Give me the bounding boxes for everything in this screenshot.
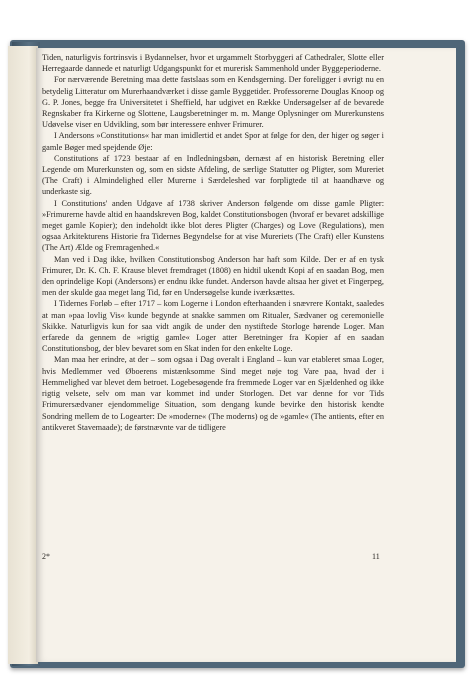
paragraph: For nærværende Beretning maa dette fastslaas som en Kendsgerning. Der foreligger i øvrigt nu en betydelig Litteratur om Murerhaandværket i disse gamle Byggetider. Professorerne Douglas Knoop og G. P. Jones, begge fra Universitetet i Sheffield, har udgivet en Række Undersøgelser af de bevarede Regnskaber fra Kirkerne og Slottene, Laugsberetninger m. m. Mange Oplysninger om Murerkunstens Udøvelse viser en Udvikling, som bør interessere enhver Frimurer. [42, 75, 384, 130]
facing-page-edge [8, 46, 38, 664]
page-text [42, 52, 384, 433]
paragraph: I Andersons »Constitutions« har man imidlertid et andet Spor at følge for den, der higer og søger i gamle Bøger med spejdende Øje: [42, 131, 384, 152]
paragraph: I Constitutions' anden Udgave af 1738 skriver Anderson følgende om disse gamle Pligter: »Frimurerne havde altid en haandskreven Bog, kaldet Constitutionsbogen (hvoraf er bevaret adskillige meget gamle Kopier); den indeholdt ikke blot deres Pligter (Charges) og Love (Regulations), men ogsaa Arkitekturens Historie fra Tidernes Begyndelse for at vise Mureriets (The Craft) eller Kunstens (The Art) Ælde og Fremragenhed.« [42, 198, 384, 253]
paragraph: Tiden, naturligvis fortrinsvis i Bydannelser, hvor et urgammelt Storbyggeri af Cathedraler, Slotte eller Herregaarde dannede et naturligt Udgangspunkt for et murerisk Sammenhold under Byggeperioderne. [42, 53, 384, 74]
signature-mark: 2* [42, 552, 50, 561]
paragraph: Man ved i Dag ikke, hvilken Constitutionsbog Anderson har haft som Kilde. Der er af en tysk Frimurer, Dr. K. Ch. F. Krause blevet fremdraget (1808) en hidtil ukendt Kopi af en saadan Bog, men den oprindelige Kopi (Andersons) er endnu ikke fundet. Anderson havde altsaa her givet et Fingerpeg, men der skulde gaa meget lang Tid, før en Undersøgelse kunde iværksættes. [42, 254, 384, 298]
paragraph: Constitutions af 1723 bestaar af en Indledningsbøn, dernæst af en historisk Beretning eller Legende om Murerkunsten og, som en sidste Afdeling, de særlige Statutter og Pligter, som Mureriet (The Craft) i Almindelighed eller Murerne i Særdeleshed var forpligtede til at haandhæve og underkaste sig. [42, 153, 384, 197]
paragraph: I Tidernes Forløb – efter 1717 – kom Logerne i London efterhaanden i snævrere Kontakt, saaledes at man »paa lovlig Vis« kunde begynde at snakke sammen om Ritualer, Sædvaner og ceremonielle Skikke. Naturligvis kun for saa vidt angik de under den nystiftede Storloge hørende Loger. Man erfarede da gennem de »rigtig gamle« Loger atter Beretninger fra Kopier af en saadan Constitutionsbog, der blev bevaret som en Skat inden for den enkelte Loge. [42, 299, 384, 354]
paragraph: Man maa her erindre, at der – som ogsaa i Dag overalt i England – kun var etableret smaa Loger, hvis Medlemmer ved Øboerens mistænksomme Sind meget nøje tog Vare paa, hvad der i Hemmelighed var blevet dem betroet. Logebesøgende fra fremmede Loger var en Sjældenhed og ikke rigtig velsete, selv om man var kommet ind under Storlogen. Det var denne for vor Tids Frimurersædvaner ejendommelige Situation, som dengang kunde bevirke den historisk kendte Sondring mellem de to Logearter: De »moderne« (The moderns) og de »gamle« (The antients, efter en antikveret Stavemaade); de førstnævnte var de tidligere [42, 355, 384, 432]
page-number: 11 [372, 552, 380, 561]
